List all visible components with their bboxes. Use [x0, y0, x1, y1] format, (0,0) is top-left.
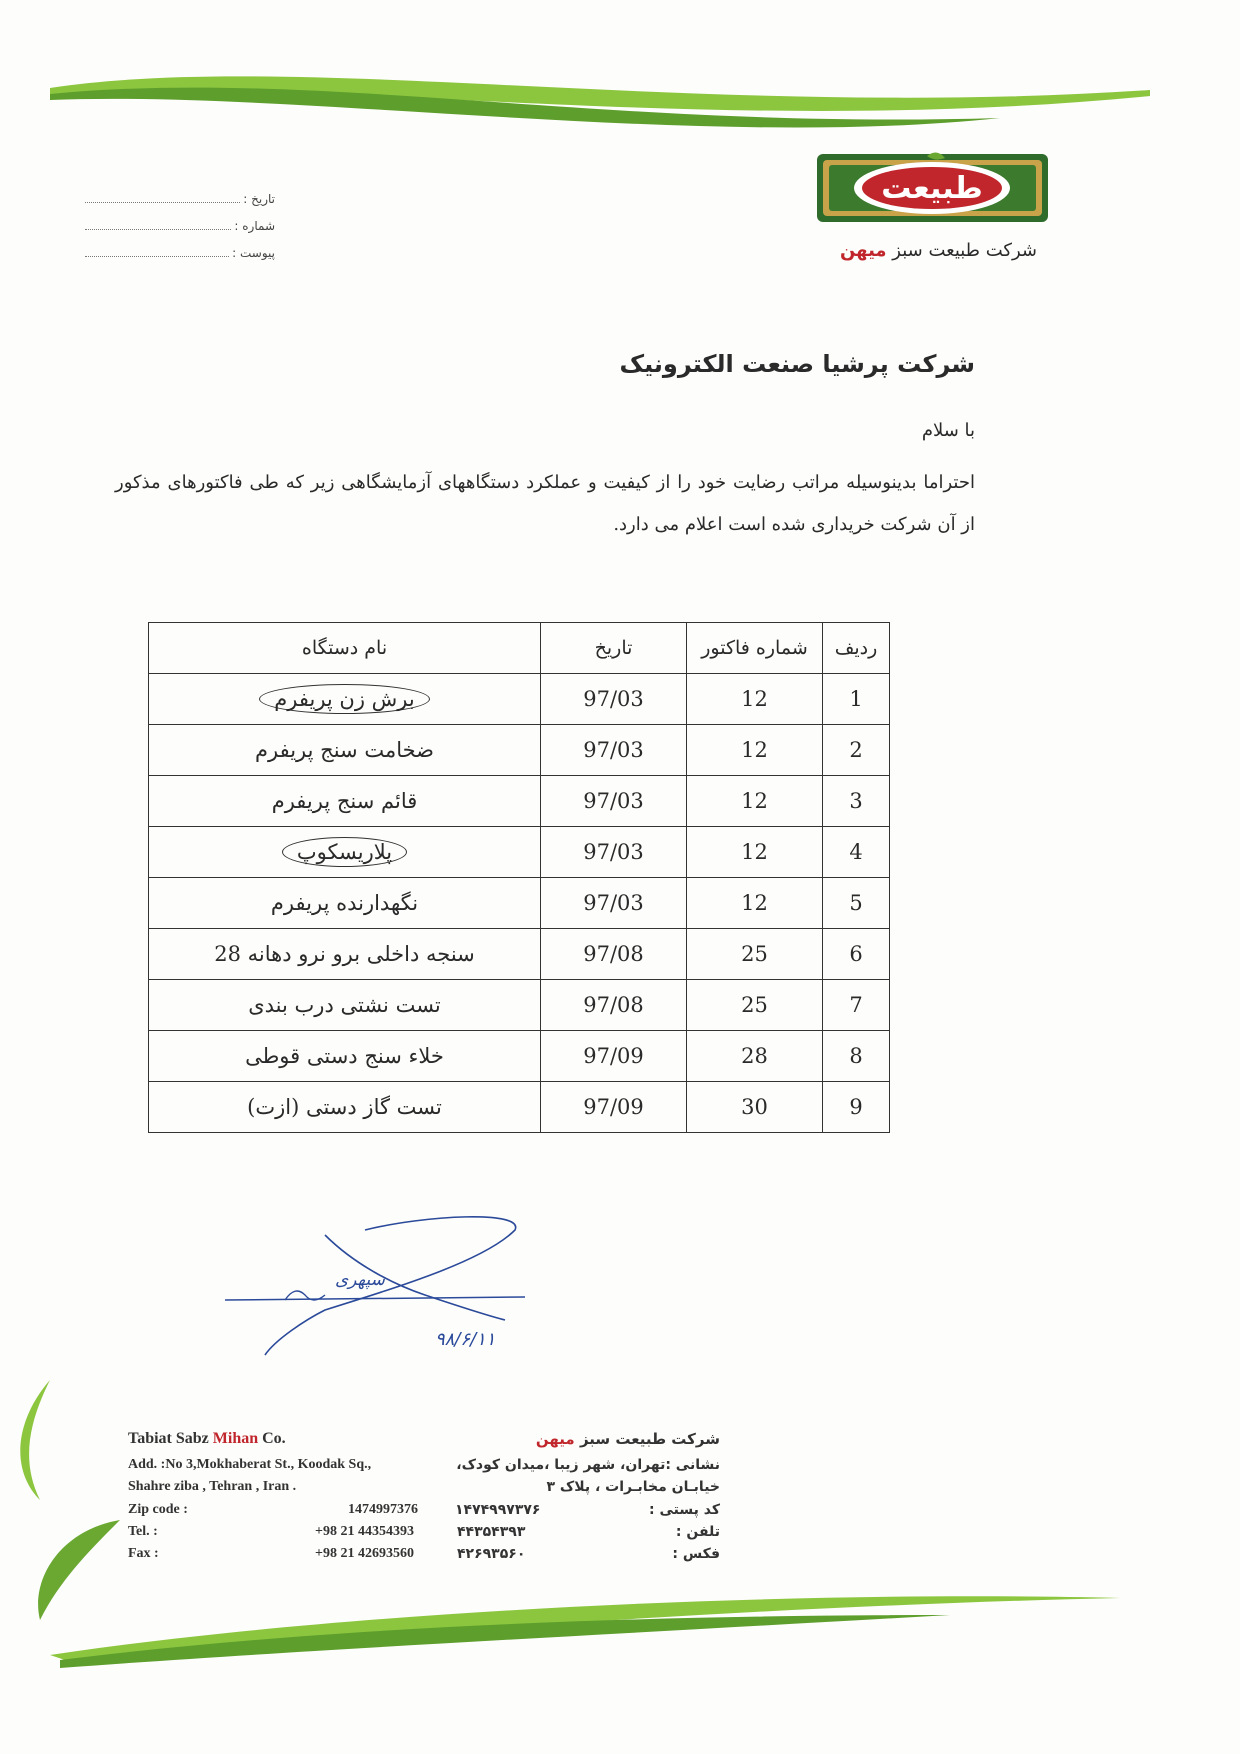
cell-device-name: سنجه داخلی برو نرو دهانه 28: [149, 929, 541, 980]
cell-row-number: 5: [823, 878, 890, 929]
cell-row-number: 8: [823, 1031, 890, 1082]
cell-row-number: 2: [823, 725, 890, 776]
company-logo: [815, 148, 1050, 228]
cell-device-name: نگهدارنده پریفرم: [149, 878, 541, 929]
footer-zip-label-en: Zip code :: [128, 1502, 188, 1517]
table-row: [149, 1031, 890, 1082]
meta-date: تاریخ :: [85, 192, 275, 206]
cell-device-name: [149, 827, 541, 878]
svg-text:سپهری: سپهری: [335, 1270, 385, 1290]
cell-date: 97/09: [541, 1082, 687, 1133]
footer-address-fa-2: خیابـان مخابـرات ، پلاک ۳: [546, 1479, 720, 1495]
footer-fax-label-en: Fax :: [128, 1546, 159, 1561]
cell-invoice-number: 12: [687, 674, 823, 725]
cell-row-number: 1: [823, 674, 890, 725]
cell-row-number: 6: [823, 929, 890, 980]
footer-address-en-2: Shahre ziba , Tehran , Iran .: [128, 1479, 297, 1494]
svg-text:۹۸/۶/۱۱: ۹۸/۶/۱۱: [435, 1329, 496, 1350]
circled-device-name: برش زن پریفرم: [259, 684, 429, 714]
table-row: [149, 725, 890, 776]
footer-address-fa-1: نشانی :تهران، شهر زیبا ،میدان کودک،: [456, 1457, 720, 1473]
cell-date: 97/03: [541, 827, 687, 878]
svg-text:طبیعت: طبیعت: [881, 171, 983, 206]
cell-date: 97/03: [541, 878, 687, 929]
meta-attachment: پیوست :: [85, 246, 275, 260]
table-row: [149, 776, 890, 827]
footer-fax-en: +98 21 42693560: [315, 1546, 414, 1561]
cell-row-number: 3: [823, 776, 890, 827]
cell-date: 97/08: [541, 980, 687, 1031]
table-row: [149, 674, 890, 725]
table-row: [149, 1082, 890, 1133]
table-row: [149, 827, 890, 878]
cell-row-number: 9: [823, 1082, 890, 1133]
cell-invoice-number: 25: [687, 980, 823, 1031]
cell-invoice-number: 25: [687, 929, 823, 980]
handwritten-signature: [225, 1215, 545, 1365]
cell-invoice-number: 12: [687, 776, 823, 827]
cell-row-number: 7: [823, 980, 890, 1031]
circled-device-name: پلاریسکوپ: [282, 837, 407, 867]
cell-device-name: قائم سنج پریفرم: [149, 776, 541, 827]
footer-company-fa: شرکت طبیعت سبز میهن: [535, 1430, 720, 1448]
cell-invoice-number: 12: [687, 725, 823, 776]
table-row: [149, 980, 890, 1031]
footer-fax-label-fa: فکس :: [672, 1546, 720, 1562]
footer-zip-en: 1474997376: [348, 1502, 418, 1517]
recipient-title: شرکت پرشیا صنعت الکترونیک: [619, 350, 975, 378]
footer-zip-fa: ۱۴۷۴۹۹۷۳۷۶: [455, 1502, 541, 1518]
cell-date: 97/03: [541, 776, 687, 827]
device-invoice-table: [148, 622, 890, 1133]
greeting: با سلام: [921, 420, 975, 441]
header-date: تاریخ: [541, 623, 687, 674]
footer-fax-fa: ۴۲۶۹۳۵۶۰: [457, 1546, 526, 1562]
footer-tel-en: +98 21 44354393: [315, 1524, 414, 1539]
header-device-name: نام دستگاه: [149, 623, 541, 674]
cell-invoice-number: 12: [687, 827, 823, 878]
cell-date: 97/03: [541, 674, 687, 725]
letter-body: احتراما بدینوسیله مراتب رضایت خود را از کیفیت و عملکرد دستگاههای آزمایشگاهی زیر که طی فاکتورهای مذکور از آن شرکت خریداری شده است اعلام می دارد.: [115, 472, 975, 535]
table-header-row: [149, 623, 890, 674]
header-invoice-number: شماره فاکتور: [687, 623, 823, 674]
meta-number: شماره :: [85, 219, 275, 233]
letterhead-company-name: شرکت طبیعت سبز میهن: [839, 240, 1037, 261]
header-green-wave: [0, 60, 1240, 150]
table-row: [149, 929, 890, 980]
cell-device-name: تست گاز دستی (ازت): [149, 1082, 541, 1133]
cell-device-name: تست نشتی درب بندی: [149, 980, 541, 1031]
footer-green-wave: [0, 1590, 1240, 1670]
cell-device-name: ضخامت سنج پریفرم: [149, 725, 541, 776]
table-row: [149, 878, 890, 929]
cell-invoice-number: 28: [687, 1031, 823, 1082]
footer-address-en-1: Add. :No 3,Mokhaberat St., Koodak Sq.,: [128, 1457, 372, 1472]
cell-invoice-number: 12: [687, 878, 823, 929]
cell-date: 97/03: [541, 725, 687, 776]
footer-zip-label-fa: کد پستی :: [649, 1502, 720, 1518]
cell-device-name: خلاء سنج دستی قوطی: [149, 1031, 541, 1082]
footer-tel-label-en: Tel. :: [128, 1524, 158, 1539]
cell-row-number: 4: [823, 827, 890, 878]
cell-device-name: [149, 674, 541, 725]
cell-date: 97/08: [541, 929, 687, 980]
footer-tel-fa: ۴۴۳۵۴۳۹۳: [457, 1524, 526, 1540]
cell-date: 97/09: [541, 1031, 687, 1082]
footer-tel-label-fa: تلفن :: [675, 1524, 720, 1540]
header-row-number: ردیف: [823, 623, 890, 674]
footer-company-en: Tabiat Sabz Mihan Co.: [128, 1430, 286, 1447]
cell-invoice-number: 30: [687, 1082, 823, 1133]
